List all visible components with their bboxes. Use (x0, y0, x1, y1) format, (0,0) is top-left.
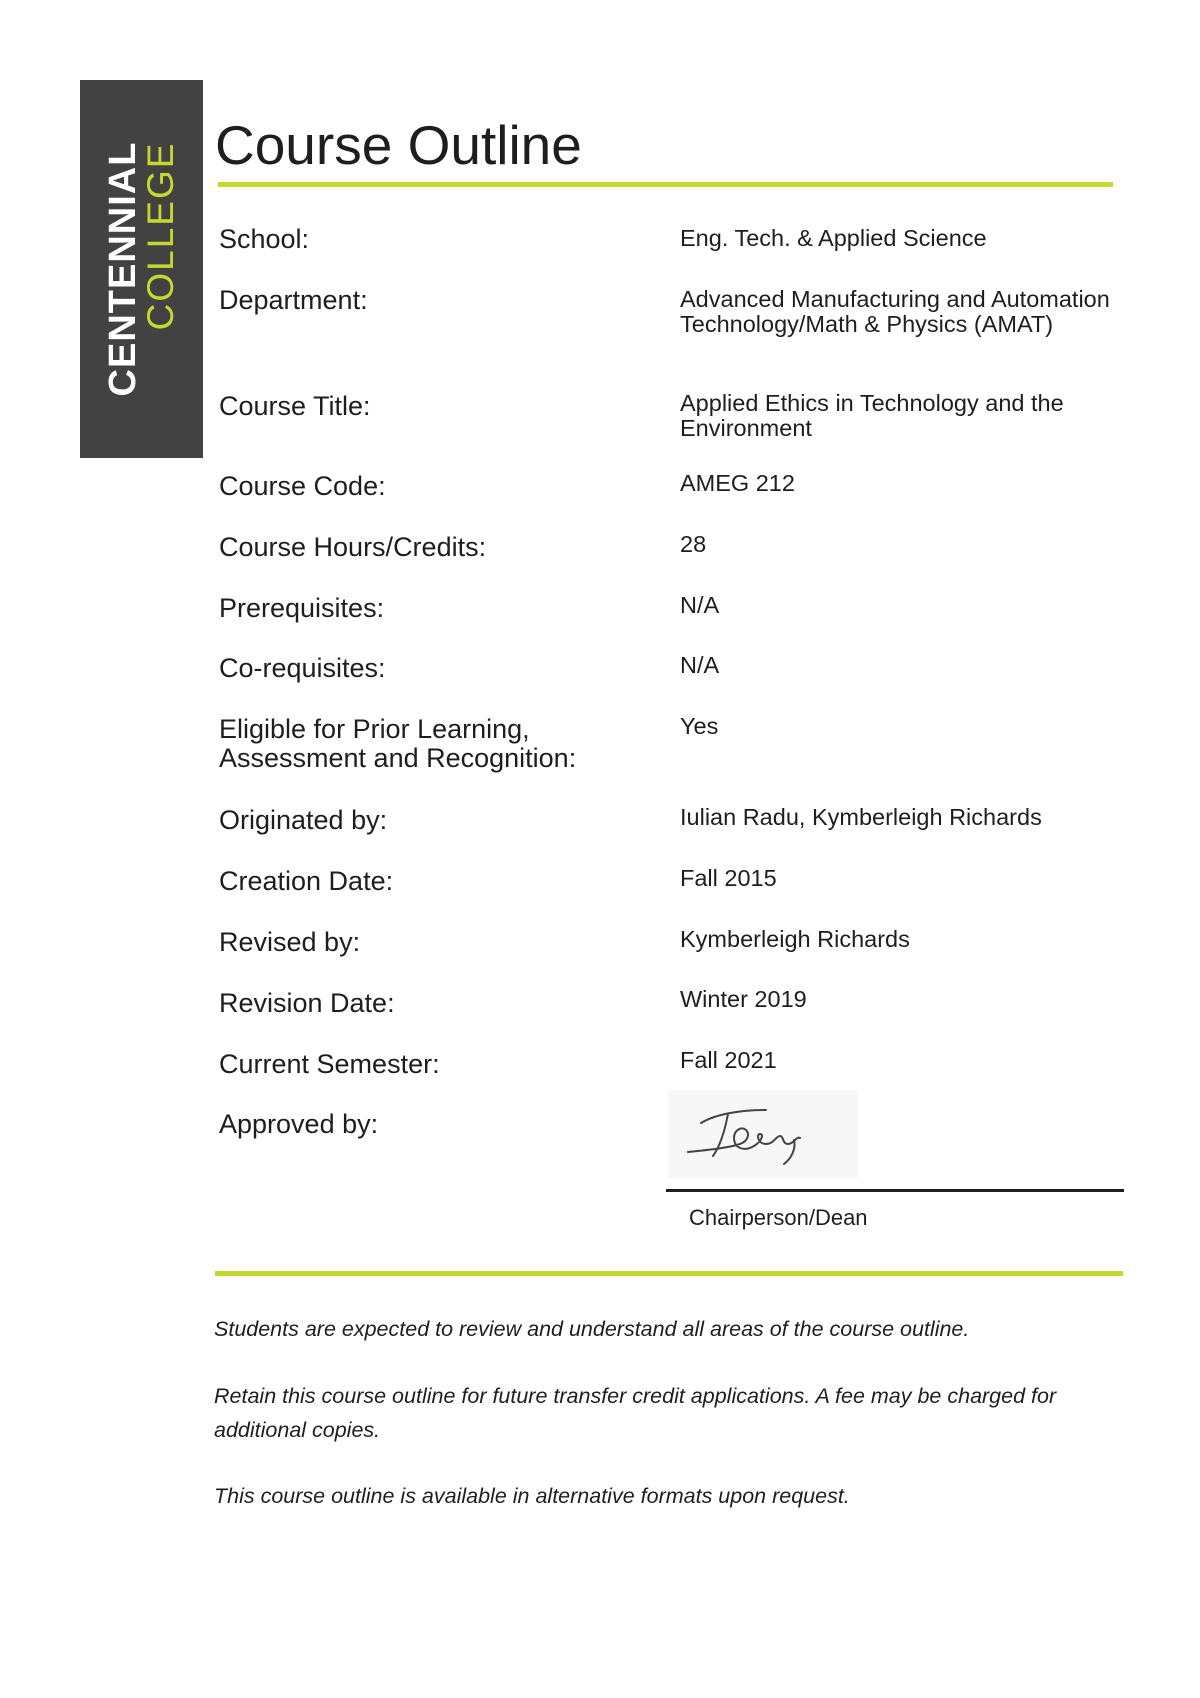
revised-by-value: Kymberleigh Richards (680, 926, 910, 952)
signature-line (666, 1189, 1124, 1192)
department-label: Department: (219, 285, 368, 315)
creation-date-value: Fall 2015 (680, 865, 777, 891)
creation-date-label: Creation Date: (219, 866, 394, 896)
course-title-value: Applied Ethics in Technology and the Environment (680, 390, 1064, 441)
originated-by-value: Iulian Radu, Kymberleigh Richards (680, 804, 1042, 830)
current-semester-value: Fall 2021 (680, 1047, 777, 1073)
school-value: Eng. Tech. & Applied Science (680, 225, 987, 251)
revision-date-value: Winter 2019 (680, 986, 807, 1012)
prerequisites-label: Prerequisites: (219, 593, 385, 623)
prior-learning-label: Eligible for Prior Learning, Assessment and Recognition: (219, 714, 577, 773)
title-divider (218, 182, 1113, 187)
college-logo-text (102, 141, 181, 397)
department-value: Advanced Manufacturing and Automation Technology/Math & Physics (AMAT) (680, 286, 1110, 337)
course-code-value: AMEG 212 (680, 470, 795, 496)
signature-caption: Chairperson/Dean (689, 1205, 868, 1230)
current-semester-label: Current Semester: (219, 1049, 440, 1079)
logo-line-centennial: CENTENNIAL (102, 141, 144, 397)
course-code-label: Course Code: (219, 471, 386, 501)
originated-by-label: Originated by: (219, 805, 388, 835)
revision-date-label: Revision Date: (219, 988, 395, 1018)
note-review: Students are expected to review and understand all areas of the course outline. (214, 1317, 970, 1341)
prerequisites-value: N/A (680, 592, 720, 618)
revised-by-label: Revised by: (219, 927, 361, 957)
page-title: Course Outline (215, 114, 582, 176)
logo-line-college: COLLEGE (140, 141, 181, 331)
course-title-label: Course Title: (219, 391, 371, 421)
notes-divider (215, 1271, 1123, 1276)
college-logo (80, 80, 203, 458)
school-label: School: (219, 224, 310, 254)
prior-learning-value: Yes (680, 713, 719, 739)
corequisites-value: N/A (680, 652, 720, 678)
course-hours-value: 28 (680, 531, 707, 557)
note-retain: Retain this course outline for future transfer credit applications. A fee may be charged for additional copies. (214, 1384, 1057, 1442)
corequisites-label: Co-requisites: (219, 653, 386, 683)
note-alternative-formats: This course outline is available in alternative formats upon request. (214, 1484, 850, 1508)
approver-signature (668, 1090, 858, 1178)
course-hours-label: Course Hours/Credits: (219, 532, 487, 562)
approved-by-label: Approved by: (219, 1109, 379, 1139)
